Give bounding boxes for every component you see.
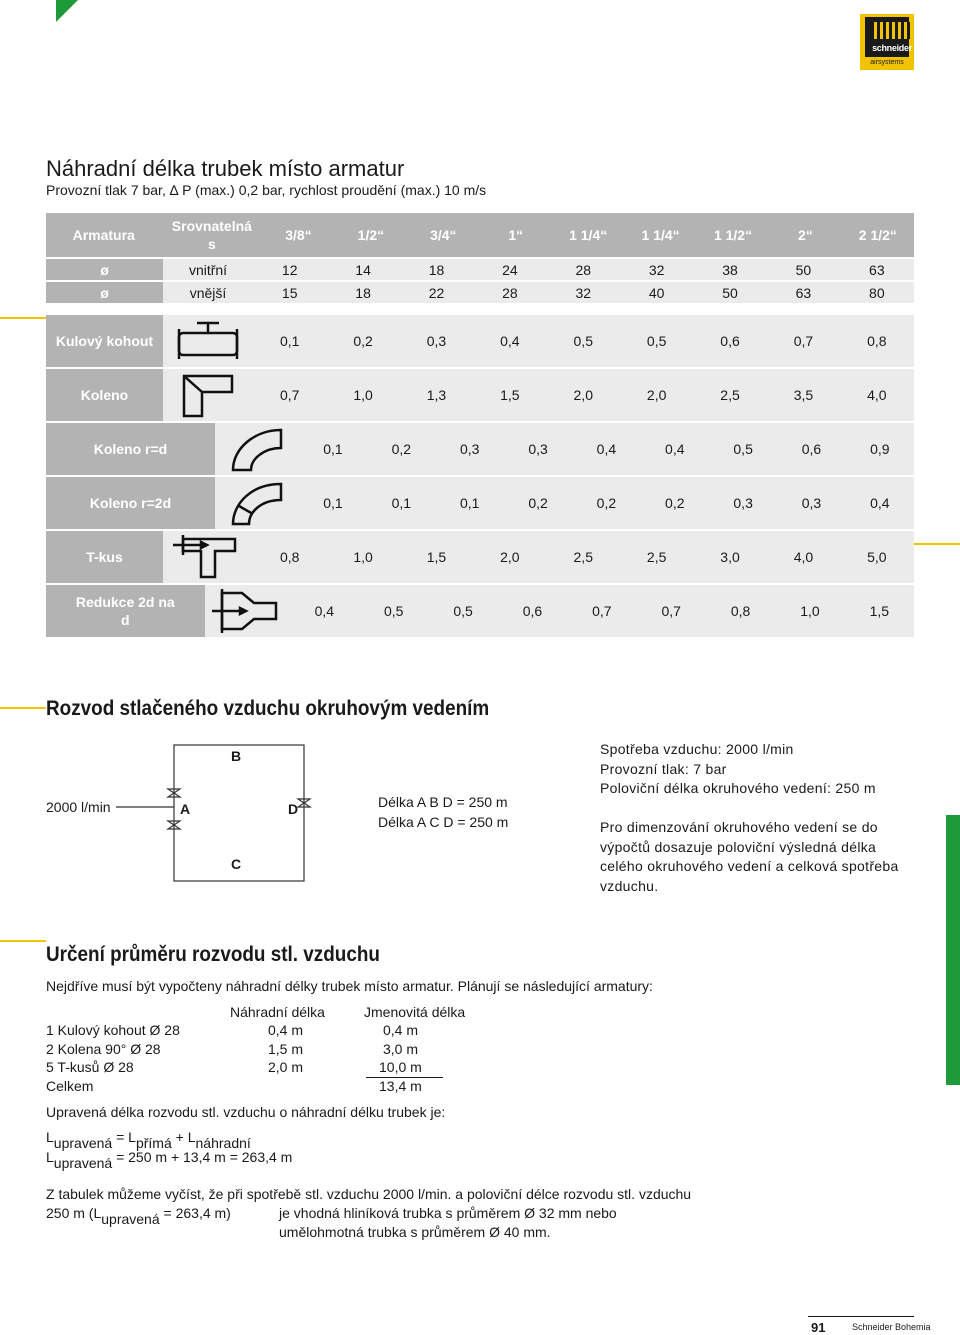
calc-row-a: 2,0 m — [268, 1059, 304, 1075]
info-pressure: Provozní tlak: 7 bar — [600, 761, 727, 777]
node-c: C — [231, 856, 242, 872]
calc-heading: Určení průměru rozvodu stl. vzduchu — [46, 943, 380, 966]
flow-label: 2000 l/min — [46, 799, 111, 815]
ball-valve-icon — [163, 315, 253, 367]
corner-accent — [56, 0, 78, 22]
calc-row-item: 1 Kulový kohout Ø 28 — [46, 1022, 180, 1038]
page-title: Náhradní délka trubek místo armatur — [46, 156, 405, 181]
calc-row-b: 13,4 m — [379, 1078, 422, 1094]
node-b: B — [231, 748, 242, 764]
conclusion-line-1: Z tabulek můžeme vyčíst, že při spotřebě stl. vzduchu 2000 l/min. a poloviční délce rozvodu stl. vzduchu — [46, 1186, 692, 1202]
col-header-replacement: Náhradní délka — [230, 1004, 325, 1020]
table-row-inner-diameter: ø vnitřní 12 14 18 24 28 32 38 50 63 — [46, 259, 914, 280]
col-header-nominal: Jmenovitá délka — [364, 1004, 466, 1020]
ring-heading: Rozvod stlačeného vzduchu okruhovým vedením — [46, 697, 490, 720]
table-row-ball-valve: Kulový kohout 0,1 0,2 0,3 0,4 0,5 0,5 0,6 0,7 0,8 — [46, 315, 914, 367]
schneider-logo: schneider airsystems — [860, 14, 914, 70]
table-row-outer-diameter: ø vnější 15 18 22 28 32 40 50 63 80 — [46, 282, 914, 303]
calc-row-a: 1,5 m — [268, 1041, 304, 1057]
calc-row-b: 0,4 m — [383, 1022, 419, 1038]
length-acd: Délka A C D = 250 m — [378, 814, 509, 830]
calc-row-item: 5 T-kusů Ø 28 — [46, 1059, 134, 1075]
calc-row-a: 0,4 m — [268, 1022, 304, 1038]
yellow-tick — [0, 317, 46, 319]
conclusion-line-3: umělohmotná trubka s průměrem Ø 40 mm. — [279, 1224, 551, 1240]
yellow-tick — [0, 940, 46, 942]
table-header-row: Armatura Srovnatelná s 3/8“ 1/2“ 3/4“ 1“ 1 1/4“ 1 1/4“ 1 1/2“ 2“ 2 1/2“ — [46, 213, 914, 257]
calc-row-item: Celkem — [46, 1078, 94, 1094]
table-row-bend-rd: Koleno r=d 0,1 0,2 0,3 0,3 0,4 0,4 0,5 0,6 0,9 — [46, 423, 914, 475]
calc-row-b: 10,0 m — [379, 1059, 422, 1075]
formula-2: Lupravená = 250 m + 13,4 m = 263,4 m — [46, 1149, 293, 1171]
elbow-icon — [163, 369, 253, 421]
conclusion-line-2: 250 m (Lupravená = 263,4 m) — [46, 1205, 231, 1227]
calc-row-item: 2 Kolena 90° Ø 28 — [46, 1041, 161, 1057]
conclusion-recommendation: je vhodná hliníková trubka s průměrem Ø 32 mm nebo — [279, 1205, 617, 1221]
table-row-elbow: Koleno 0,7 1,0 1,3 1,5 2,0 2,0 2,5 3,5 4,0 — [46, 369, 914, 421]
page-number: 91 — [811, 1320, 826, 1335]
table-row-bend-r2d: Koleno r=2d 0,1 0,1 0,1 0,2 0,2 0,2 0,3 0,3 0,4 — [46, 477, 914, 529]
reducer-icon — [205, 585, 290, 637]
formula-1: Lupravená = Lpřímá + Lnáhradní — [46, 1129, 251, 1151]
adjusted-text: Upravená délka rozvodu stl. vzduchu o náhradní délku trubek je: — [46, 1104, 446, 1120]
tee-icon — [163, 531, 253, 583]
node-d: D — [288, 801, 299, 817]
table-row-reducer: Redukce 2d na d 0,4 0,5 0,5 0,6 0,7 0,7 0,8 1,0 1,5 — [46, 585, 914, 637]
green-side-bar — [946, 815, 960, 1085]
footer-brand: Schneider Bohemia — [852, 1322, 931, 1332]
table-row-tee: T-kus 0,8 1,0 1,5 2,0 2,5 2,5 3,0 4,0 5,0 — [46, 531, 914, 583]
bend-rd-icon — [215, 423, 299, 475]
ring-diagram — [116, 735, 336, 885]
fittings-table — [46, 213, 914, 639]
info-consumption: Spotřeba vzduchu: 2000 l/min — [600, 741, 794, 757]
bend-r2d-icon — [215, 477, 299, 529]
yellow-tick — [914, 543, 960, 545]
page-subtitle: Provozní tlak 7 bar, ∆ P (max.) 0,2 bar, rychlost proudění (max.) 10 m/s — [46, 182, 487, 198]
yellow-tick — [0, 707, 46, 709]
info-note: Pro dimenzování okruhového vedení se do výpočtů dosazuje poloviční výsledná délka celého okruhového vedení a celková spotřeba vzduchu. — [600, 819, 899, 894]
footer-divider — [808, 1316, 914, 1317]
length-abd: Délka A B D = 250 m — [378, 794, 508, 810]
info-half-length: Poloviční délka okruhového vedení: 250 m — [600, 780, 876, 796]
node-a: A — [180, 801, 191, 817]
calc-row-b: 3,0 m — [383, 1041, 419, 1057]
calc-intro: Nejdříve musí být vypočteny náhradní délky trubek místo armatur. Plánují se následující armatury: — [46, 978, 653, 994]
